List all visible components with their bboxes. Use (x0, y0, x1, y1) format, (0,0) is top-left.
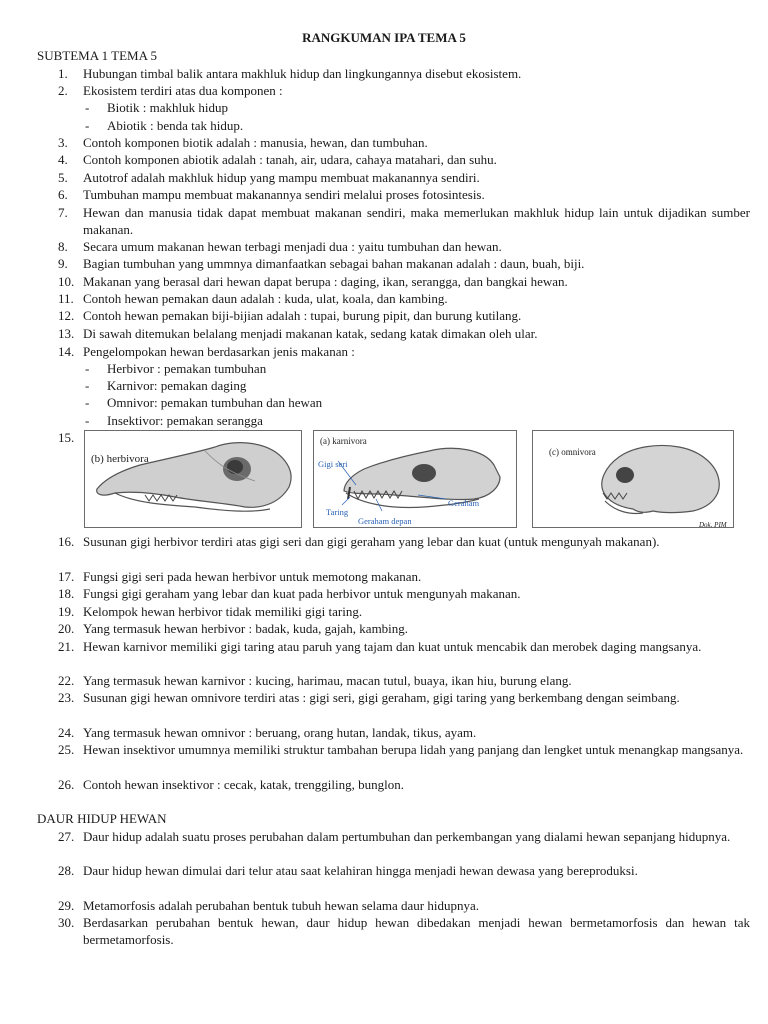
label-geraham: Geraham (448, 498, 480, 508)
list-item: 2. Ekosistem terdiri atas dua komponen : (58, 83, 283, 98)
list-item: 19. Kelompok hewan herbivor tidak memiliki gigi taring. (58, 604, 363, 619)
label-gigi-seri: Gigi seri (318, 459, 348, 469)
figure-caption: (c) omnivora (549, 447, 596, 457)
sub-list-item: - Herbivor : pemakan tumbuhan (85, 361, 267, 376)
list-item: 23. Susunan gigi hewan omnivore terdiri atas : gigi seri, gigi geraham, gigi taring yang berkembang dengan seimbang. (58, 690, 680, 705)
list-item: 16. Susunan gigi herbivor terdiri atas gigi seri dan gigi geraham yang lebar dan kuat (untuk mengunyah makanan). (58, 534, 660, 549)
list-item: 3. Contoh komponen biotik adalah : manusia, hewan, dan tumbuhan. (58, 135, 428, 150)
list-item: 28. Daur hidup hewan dimulai dari telur atau saat kelahiran hingga menjadi hewan dewasa yang bereproduksi. (58, 863, 638, 878)
list-item: 20. Yang termasuk hewan herbivor : badak, kuda, gajah, kambing. (58, 621, 409, 636)
list-item: 14. Pengelompokan hewan berdasarkan jenis makanan : (58, 344, 355, 359)
list-item: 6. Tumbuhan mampu membuat makanannya sendiri melalui proses fotosintesis. (58, 187, 485, 202)
herbivore-skull-icon (85, 431, 301, 527)
sub-list-item: - Insektivor: pemakan serangga (85, 413, 263, 428)
list-item: 4. Contoh komponen abiotik adalah : tanah, air, udara, cahaya matahari, dan suhu. (58, 152, 497, 167)
list-item: 8. Secara umum makanan hewan terbagi menjadi dua : yaitu tumbuhan dan hewan. (58, 239, 502, 254)
list-item: 7. Hewan dan manusia tidak dapat membuat makanan sendiri, maka memerlukan makhluk hidup lain untuk dijadikan sumber makanan. (58, 205, 750, 238)
list-item: 9. Bagian tumbuhan yang ummnya dimanfaatkan sebagai bahan makanan adalah : daun, buah, biji. (58, 256, 585, 271)
list-item: 22. Yang termasuk hewan karnivor : kucing, harimau, macan tutul, buaya, ikan hiu, burung elang. (58, 673, 572, 688)
section-heading-daur-hidup: DAUR HIDUP HEWAN (37, 811, 167, 826)
list-item: 12. Contoh hewan pemakan biji-bijian adalah : tupai, burung pipit, dan burung kutilang. (58, 308, 522, 323)
sub-list-item: - Omnivor: pemakan tumbuhan dan hewan (85, 395, 323, 410)
figure-omnivora-skull (532, 430, 734, 528)
list-item: 24. Yang termasuk hewan omnivor : beruang, orang hutan, landak, tikus, ayam. (58, 725, 477, 740)
document-title: RANGKUMAN IPA TEMA 5 (302, 30, 466, 45)
document-page: RANGKUMAN IPA TEMA 5 SUBTEMA 1 TEMA 5 1. Hubungan timbal balik antara makhluk hidup dan lingkungannya disebut ekosistem. 2. Ekosistem terdiri atas dua komponen : - Biotik : makhluk hidup - Abiotik : benda tak hidup. 3. Contoh komponen biotik adalah : manusia, hewan, dan tumbuhan. 4. Contoh komponen abiotik adalah : tanah, air, udara, cahaya matahari, dan suhu. 5. Autotrof adalah makhluk hidup yang mampu membuat makanannya sendiri. 6. Tumbuhan mampu membuat makanannya sendiri melalui proses fotosintesis. 7. Hewan dan manusia tidak dapat membuat makanan sendiri, maka memerlukan makhluk hidup lain untuk dijadikan sumber makanan. 8. Secara umum makanan hewan terbagi menjadi dua : yaitu tumbuhan dan hewan. 9. Bagian tumbuhan yang ummnya dimanfaatkan sebagai bahan makanan adalah : daun, buah, biji. 10. Makanan yang berasal dari hewan dapat berupa : daging, ikan, serangga, dan bangkai hewan. 11. Contoh hewan pemakan daun adalah : kuda, ulat, koala, dan kambing. 12. Contoh hewan pemakan biji-bijian adalah : tupai, burung pipit, dan burung kutilang. 13. Di sawah ditemukan belalang menjadi makanan katak, sedang katak dimakan oleh ular. 14. Pengelompokan hewan berdasarkan jenis makanan : - Herbivor : pemakan tumbuhan - Karnivor: pemakan daging - Omnivor: pemakan tumbuhan dan hewan - Insektivor: pemakan serangga 15. (b) herbivora (a) karnivora Gigi seri Geraham Taring Geraham depan (c) omnivora Dok. PIM 16. Susunan gigi herbivor terdiri atas gigi seri dan gigi geraham yang lebar dan kuat (untuk mengunyah makanan). 17. Fungsi gigi seri pada hewan herbivor untuk memotong makanan. 18. Fungsi gigi geraham yang lebar dan kuat pada herbivor untuk mengunyah makanan. 19. Kelompok hewan herbivor tidak memiliki gigi taring. 20. Yang termasuk hewan herbivor : badak, kuda, gajah, kambing. 21. Hewan karnivor memiliki gigi taring atau paruh yang tajam dan kuat untuk mencabik dan merobek daging mangsanya. 22. Yang termasuk hewan karnivor : kucing, harimau, macan tutul, buaya, ikan hiu, burung elang. 23. Susunan gigi hewan omnivore terdiri atas : gigi seri, gigi geraham, gigi taring yang berkembang dengan seimbang. 24. Yang termasuk hewan omnivor : beruang, orang hutan, landak, tikus, ayam. 25. Hewan insektivor umumnya memiliki struktur tambahan berupa lidah yang panjang dan lengket untuk menangkap mangsanya. 26. Contoh hewan insektivor : cecak, katak, trenggiling, bunglon. DAUR HIDUP HEWAN 27. Daur hidup adalah suatu proses perubahan dalam pertumbuhan dan perkembangan yang dialami hewan sepanjang hidupnya. 28. Daur hidup hewan dimulai dari telur atau saat kelahiran hingga menjadi hewan dewasa yang bereproduksi. 29. Metamorfosis adalah perubahan bentuk tubuh hewan selama daur hidupnya. 30. Berdasarkan perubahan bentuk hewan, daur hidup hewan dibedakan menjadi hewan bermetamorfosis dan hewan tak bermetamorfosis. (0, 0, 768, 1024)
figure-karnivora-skull (313, 430, 517, 528)
list-item: 29. Metamorfosis adalah perubahan bentuk tubuh hewan selama daur hidupnya. (58, 898, 480, 913)
label-taring: Taring (326, 507, 349, 517)
list-item: 13. Di sawah ditemukan belalang menjadi makanan katak, sedang katak dimakan oleh ular. (58, 326, 538, 341)
list-item: 27. Daur hidup adalah suatu proses perubahan dalam pertumbuhan dan perkembangan yang dialami hewan sepanjang hidupnya. (58, 829, 731, 844)
sub-list-item: - Biotik : makhluk hidup (85, 100, 228, 115)
list-item: 26. Contoh hewan insektivor : cecak, katak, trenggiling, bunglon. (58, 777, 404, 792)
list-item: 18. Fungsi gigi geraham yang lebar dan kuat pada herbivor untuk mengunyah makanan. (58, 586, 521, 601)
list-item: 5. Autotrof adalah makhluk hidup yang mampu membuat makanannya sendiri. (58, 170, 480, 185)
list-item: 21. Hewan karnivor memiliki gigi taring atau paruh yang tajam dan kuat untuk mencabik dan merobek daging mangsanya. (58, 639, 702, 654)
sub-list-item: - Karnivor: pemakan daging (85, 378, 247, 393)
label-geraham-depan: Geraham depan (358, 516, 412, 526)
list-item: 1. Hubungan timbal balik antara makhluk hidup dan lingkungannya disebut ekosistem. (58, 66, 522, 81)
sub-list-item: - Abiotik : benda tak hidup. (85, 118, 244, 133)
list-item: 10. Makanan yang berasal dari hewan dapat berupa : daging, ikan, serangga, dan bangkai hewan. (58, 274, 568, 289)
list-item: 25. Hewan insektivor umumnya memiliki struktur tambahan berupa lidah yang panjang dan lengket untuk menangkap mangsanya. (58, 742, 744, 757)
figure-caption: (b) herbivora (91, 453, 149, 465)
list-item: 17. Fungsi gigi seri pada hewan herbivor untuk memotong makanan. (58, 569, 422, 584)
list-item: 11. Contoh hewan pemakan daun adalah : kuda, ulat, koala, dan kambing. (58, 291, 448, 306)
section-heading-subtema: SUBTEMA 1 TEMA 5 (37, 48, 158, 63)
list-item: 30. Berdasarkan perubahan bentuk hewan, daur hidup hewan dibedakan menjadi hewan bermetamorfosis dan hewan tak bermetamorfosis. (58, 915, 750, 948)
figure-caption: (a) karnivora (320, 436, 367, 446)
figure-credit: Dok. PIM (699, 521, 727, 529)
figure-herbivora-skull (84, 430, 302, 528)
